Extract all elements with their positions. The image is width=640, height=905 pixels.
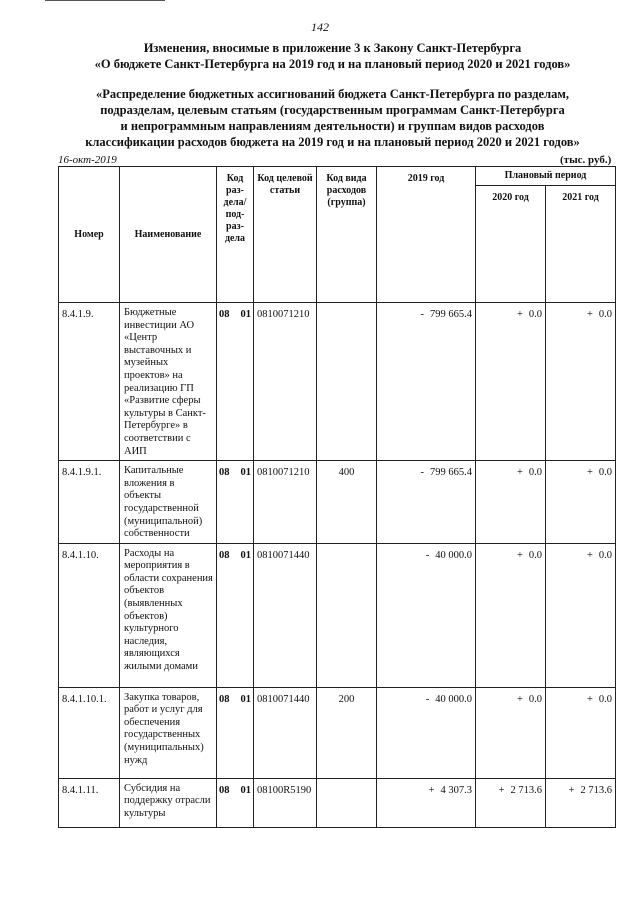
- document-heading: [50, 40, 615, 72]
- sign: +: [586, 467, 593, 479]
- budget-table: [58, 166, 616, 828]
- amount: 0.0: [598, 309, 613, 320]
- document-subheading: [50, 86, 615, 150]
- row-2020: [476, 543, 546, 687]
- header-2019: 2019 год: [377, 167, 476, 303]
- sign: -: [425, 693, 430, 705]
- subsection-code: 01: [240, 467, 251, 479]
- sign: +: [516, 549, 523, 561]
- row-2020: [476, 461, 546, 544]
- amount: 4 307.3: [440, 784, 472, 796]
- section-code: 08: [219, 309, 230, 320]
- amount: 0.0: [598, 693, 613, 705]
- row-expense-type: [317, 303, 377, 461]
- sign: +: [586, 309, 593, 320]
- amount: 40 000.0: [435, 693, 472, 705]
- amount: 0.0: [528, 693, 542, 705]
- header-2021: 2021 год: [546, 186, 616, 303]
- row-number: 8.4.1.10.: [59, 543, 120, 687]
- sign: +: [586, 549, 593, 561]
- amount: 2 713.6: [510, 784, 542, 796]
- row-number: 8.4.1.9.: [59, 303, 120, 461]
- row-name: Субсидия на поддержку отрасли культуры: [120, 778, 217, 827]
- header-target-code: Код целевой статьи: [254, 167, 317, 303]
- amount: 2 713.6: [580, 784, 613, 796]
- sign: +: [428, 784, 435, 796]
- row-2019: [377, 778, 476, 827]
- row-2021: [546, 543, 616, 687]
- table-row: [59, 543, 616, 687]
- subsection-code: 01: [240, 309, 251, 320]
- amount: 799 665.4: [430, 309, 472, 320]
- row-2020: [476, 778, 546, 827]
- amount: 0.0: [528, 549, 542, 561]
- row-number: 8.4.1.9.1.: [59, 461, 120, 544]
- sign: +: [586, 693, 593, 705]
- header-expense-type: Код вида расходов (группа): [317, 167, 377, 303]
- row-section-code: [217, 687, 254, 778]
- sign: +: [516, 467, 523, 479]
- row-2019: [377, 303, 476, 461]
- row-name: Капитальные вложения в объекты государственной (муниципальной) собственности: [120, 461, 217, 544]
- row-target-code: 0810071210: [254, 461, 317, 544]
- header-section-code: Код раз-дела/ под-раз-дела: [217, 167, 254, 303]
- row-2021: [546, 461, 616, 544]
- sign: +: [498, 784, 505, 796]
- row-2020: [476, 687, 546, 778]
- subsection-code: 01: [240, 693, 251, 705]
- row-section-code: [217, 778, 254, 827]
- row-2021: [546, 687, 616, 778]
- row-expense-type: 200: [317, 687, 377, 778]
- row-number: 8.4.1.11.: [59, 778, 120, 827]
- header-row: [59, 167, 616, 186]
- subheading-line: «Распределение бюджетных ассигнований бюджета Санкт-Петербурга по разделам,: [96, 87, 569, 101]
- row-expense-type: 400: [317, 461, 377, 544]
- subheading-line: классификации расходов бюджета на 2019 год и на плановый период 2020 и 2021 годов»: [85, 135, 580, 149]
- header-planned-period: Плановый период: [476, 167, 616, 186]
- section-code: 08: [219, 693, 230, 705]
- amount: 0.0: [528, 467, 542, 479]
- page-number: 142: [311, 20, 329, 34]
- document-date: 16-окт-2019: [58, 154, 117, 166]
- subsection-code: 01: [240, 784, 251, 796]
- row-2020: [476, 303, 546, 461]
- section-code: 08: [219, 467, 230, 479]
- row-2019: [377, 687, 476, 778]
- sign: -: [425, 549, 430, 561]
- sign: -: [420, 467, 424, 479]
- amount: 0.0: [598, 549, 613, 561]
- heading-line: «О бюджете Санкт-Петербурга на 2019 год и на плановый период 2020 и 2021 годов»: [94, 57, 571, 71]
- header-name: Наименование: [120, 167, 217, 303]
- row-section-code: [217, 303, 254, 461]
- section-code: 08: [219, 549, 230, 561]
- table-row: [59, 778, 616, 827]
- row-expense-type: [317, 543, 377, 687]
- row-target-code: 08100R5190: [254, 778, 317, 827]
- row-name: Бюджетные инвестиции АО «Центр выставочных и музейных проектов» на реализацию ГП «Развитие сферы культуры в Санкт-Петербурге» в соответствии с АИП: [120, 303, 217, 461]
- sign: -: [420, 309, 424, 320]
- units-label: (тыс. руб.): [560, 154, 612, 166]
- amount: 0.0: [528, 309, 542, 320]
- amount: 0.0: [598, 467, 613, 479]
- amount: 40 000.0: [435, 549, 472, 561]
- sign: +: [516, 309, 523, 320]
- table-row: [59, 461, 616, 544]
- subheading-line: подразделам, целевым статьям (государственным программам Санкт-Петербурга: [100, 103, 565, 117]
- row-section-code: [217, 461, 254, 544]
- section-code: 08: [219, 784, 230, 796]
- row-section-code: [217, 543, 254, 687]
- row-2021: [546, 303, 616, 461]
- row-name: Закупка товаров, работ и услуг для обеспечения государственных (муниципальных) нужд: [120, 687, 217, 778]
- row-expense-type: [317, 778, 377, 827]
- header-2020: 2020 год: [476, 186, 546, 303]
- row-number: 8.4.1.10.1.: [59, 687, 120, 778]
- top-rule: [45, 0, 165, 1]
- table-row: [59, 687, 616, 778]
- row-target-code: 0810071440: [254, 687, 317, 778]
- sign: +: [516, 693, 523, 705]
- sign: +: [568, 784, 575, 796]
- row-2021: [546, 778, 616, 827]
- row-target-code: 0810071440: [254, 543, 317, 687]
- subsection-code: 01: [240, 549, 251, 561]
- header-number: Номер: [59, 167, 120, 303]
- heading-line: Изменения, вносимые в приложение 3 к Закону Санкт-Петербурга: [143, 41, 522, 55]
- subheading-line: и непрограммным направлениям деятельности) и группам видов расходов: [120, 119, 545, 133]
- table-row: [59, 303, 616, 461]
- row-2019: [377, 543, 476, 687]
- row-2019: [377, 461, 476, 544]
- row-name: Расходы на мероприятия в области сохранения объектов (выявленных объектов) культурного наследия, являющихся жилыми домами: [120, 543, 217, 687]
- row-target-code: 0810071210: [254, 303, 317, 461]
- amount: 799 665.4: [430, 467, 472, 479]
